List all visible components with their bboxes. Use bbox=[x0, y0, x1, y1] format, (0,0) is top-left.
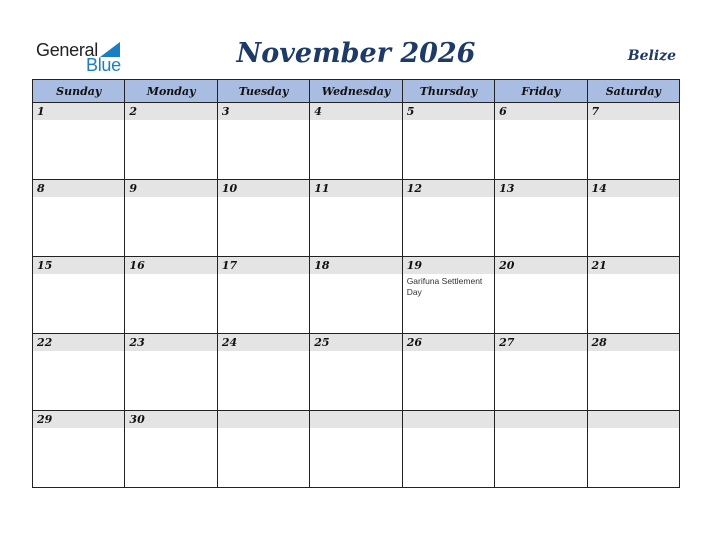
day-cell bbox=[402, 180, 494, 257]
day-number: 2 bbox=[125, 103, 216, 120]
day-cell bbox=[310, 334, 402, 411]
day-cell bbox=[587, 257, 679, 334]
day-number: 14 bbox=[588, 180, 679, 197]
weekday-header: Tuesday bbox=[217, 80, 309, 103]
day-number bbox=[588, 411, 679, 428]
day-number: 23 bbox=[125, 334, 216, 351]
day-number: 5 bbox=[403, 103, 494, 120]
day-number bbox=[403, 411, 494, 428]
day-number: 24 bbox=[218, 334, 309, 351]
day-number: 16 bbox=[125, 257, 216, 274]
day-cell bbox=[33, 103, 125, 180]
day-cell bbox=[125, 257, 217, 334]
day-cell bbox=[217, 103, 309, 180]
weekday-header: Saturday bbox=[587, 80, 679, 103]
day-cell bbox=[587, 411, 679, 488]
day-number: 18 bbox=[310, 257, 401, 274]
day-cell bbox=[587, 103, 679, 180]
day-cell bbox=[217, 334, 309, 411]
logo-text-blue: Blue bbox=[86, 55, 121, 75]
weekday-header: Wednesday bbox=[310, 80, 402, 103]
day-cell bbox=[217, 180, 309, 257]
day-cell bbox=[495, 257, 587, 334]
day-number: 25 bbox=[310, 334, 401, 351]
day-cell bbox=[217, 411, 309, 488]
day-number: 4 bbox=[310, 103, 401, 120]
day-number: 30 bbox=[125, 411, 216, 428]
day-cell bbox=[310, 103, 402, 180]
weekday-header: Thursday bbox=[402, 80, 494, 103]
day-number: 17 bbox=[218, 257, 309, 274]
weekday-header: Friday bbox=[495, 80, 587, 103]
day-number: 28 bbox=[588, 334, 679, 351]
day-cell bbox=[310, 411, 402, 488]
day-cell bbox=[125, 103, 217, 180]
day-number: 12 bbox=[403, 180, 494, 197]
day-number: 21 bbox=[588, 257, 679, 274]
day-cell bbox=[402, 103, 494, 180]
weekday-header-row bbox=[33, 80, 680, 103]
day-cell bbox=[33, 334, 125, 411]
day-number: 22 bbox=[33, 334, 124, 351]
day-number: 6 bbox=[495, 103, 586, 120]
day-number: 20 bbox=[495, 257, 586, 274]
week-row bbox=[33, 411, 680, 488]
day-cell bbox=[495, 334, 587, 411]
day-number: 7 bbox=[588, 103, 679, 120]
day-cell bbox=[125, 180, 217, 257]
calendar-grid bbox=[32, 79, 680, 488]
day-cell bbox=[33, 257, 125, 334]
page-title: November 2026 bbox=[236, 38, 476, 69]
day-number bbox=[495, 411, 586, 428]
day-number bbox=[310, 411, 401, 428]
day-number: 9 bbox=[125, 180, 216, 197]
week-row bbox=[33, 334, 680, 411]
day-cell bbox=[33, 180, 125, 257]
day-cell bbox=[125, 411, 217, 488]
day-cell bbox=[402, 411, 494, 488]
weekday-header: Sunday bbox=[33, 80, 125, 103]
day-cell bbox=[587, 334, 679, 411]
week-row bbox=[33, 257, 680, 334]
day-number: 27 bbox=[495, 334, 586, 351]
weekday-header: Monday bbox=[125, 80, 217, 103]
day-cell bbox=[402, 334, 494, 411]
day-cell bbox=[495, 180, 587, 257]
day-cell bbox=[125, 334, 217, 411]
day-number: 3 bbox=[218, 103, 309, 120]
day-number: 15 bbox=[33, 257, 124, 274]
week-row bbox=[33, 103, 680, 180]
day-number: 29 bbox=[33, 411, 124, 428]
day-number: 26 bbox=[403, 334, 494, 351]
day-number: 10 bbox=[218, 180, 309, 197]
day-cell bbox=[402, 257, 494, 334]
day-cell bbox=[587, 180, 679, 257]
day-number: 19 bbox=[403, 257, 494, 274]
day-number: 13 bbox=[495, 180, 586, 197]
day-cell bbox=[495, 411, 587, 488]
logo-text-general: General bbox=[36, 40, 98, 60]
day-cell bbox=[217, 257, 309, 334]
day-number bbox=[218, 411, 309, 428]
day-number: 11 bbox=[310, 180, 401, 197]
day-number: 1 bbox=[33, 103, 124, 120]
day-cell bbox=[33, 411, 125, 488]
country-label: Belize bbox=[627, 48, 676, 64]
holiday-label: Garifuna Settlement Day bbox=[406, 276, 483, 297]
day-cell bbox=[310, 257, 402, 334]
day-number: 8 bbox=[33, 180, 124, 197]
day-cell bbox=[495, 103, 587, 180]
day-cell bbox=[310, 180, 402, 257]
week-row bbox=[33, 180, 680, 257]
